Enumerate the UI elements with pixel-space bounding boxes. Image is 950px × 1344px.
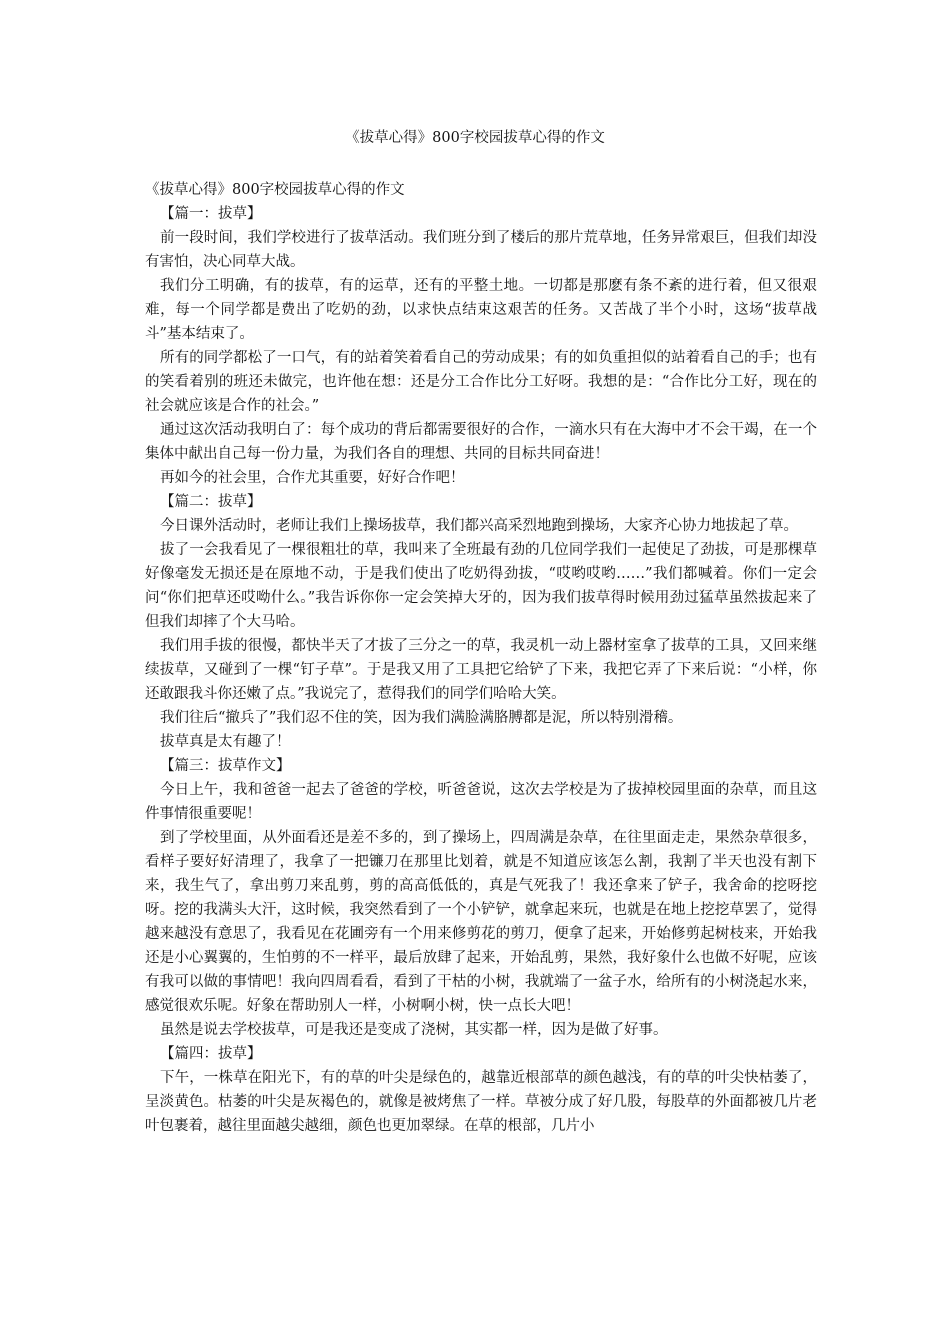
section-heading-3: 【篇三：拔草作文】	[160, 758, 291, 774]
section-heading-2: 【篇二：拔草】	[160, 494, 262, 510]
subtitle-paragraph: 《拔草心得》800字校园拔草心得的作文	[145, 182, 405, 198]
paragraph: 拔了一会我看见了一棵很粗壮的草，我叫来了全班最有劲的几位同学我们一起使足了劲拔，可是那棵草好像毫发无损还是在原地不动，于是我们使出了吃奶得劲拔，“哎哟哎哟……”我们都喊着。你们一定会问“你们把草还哎呦什么。”我告诉你你一定会笑掉大牙的，因为我们拔草得时候用劲过猛草虽然拔起来了但我们却摔了个大马哈。	[145, 542, 817, 630]
paragraph: 到了学校里面，从外面看还是差不多的，到了操场上，四周满是杂草，在往里面走走，果然杂草很多，看样子要好好清理了，我拿了一把镰刀在那里比划着，就是不知道应该怎么割，我割了半天也没有割下来，我生气了，拿出剪刀来乱剪，剪的高高低低的，真是气死我了！我还拿来了铲子，我舍命的挖呀挖呀。挖的我满头大汗，这时候，我突然看到了一个小铲铲，就拿起来玩，也就是在地上挖挖草罢了，觉得越来越没有意思了，我看见在花圃旁有一个用来修剪花的剪刀，便拿了起来，开始修剪起树枝来，开始我还是小心翼翼的，生怕剪的不一样平，最后放肆了起来，开始乱剪，果然，我好象什么也做不好呢，应该有我可以做的事情吧！我向四周看看，看到了干枯的小树，我就端了一盆子水，给所有的小树浇起水来，感觉很欢乐呢。好象在帮助别人一样，小树啊小树，快一点长大吧！	[145, 830, 817, 1014]
document-body	[145, 178, 817, 1138]
section-heading-1: 【篇一：拔草】	[160, 206, 262, 222]
document-title: 《拔草心得》800字校园拔草心得的作文	[345, 130, 605, 146]
paragraph: 通过这次活动我明白了：每个成功的背后都需要很好的合作，一滴水只有在大海中才不会干竭，在一个集体中献出自己每一份力量，为我们各自的理想、共同的目标共同奋进！	[145, 422, 817, 462]
paragraph: 下午，一株草在阳光下，有的草的叶尖是绿色的，越靠近根部草的颜色越浅，有的草的叶尖快枯萎了，呈淡黄色。枯萎的叶尖是灰褐色的，就像是被烤焦了一样。草被分成了好几股，每股草的外面都被几片老叶包裹着，越往里面越尖越细，颜色也更加翠绿。在草的根部，几片小	[145, 1070, 817, 1134]
paragraph: 我们分工明确，有的拔草，有的运草，还有的平整土地。一切都是那麽有条不紊的进行着，但又很艰难，每一个同学都是费出了吃奶的劲，以求快点结束这艰苦的任务。又苦战了半个小时，这场“拔草战斗”基本结束了。	[145, 278, 817, 342]
paragraph: 今日课外活动时，老师让我们上操场拔草，我们都兴高采烈地跑到操场，大家齐心协力地拔起了草。	[160, 518, 798, 534]
paragraph: 我们往后“撤兵了”我们忍不住的笑，因为我们满脸满胳膊都是泥，所以特别滑稽。	[160, 710, 683, 726]
paragraph: 再如今的社会里，合作尤其重要，好好合作吧！	[160, 470, 465, 486]
section-heading-4: 【篇四：拔草】	[160, 1046, 262, 1062]
paragraph: 虽然是说去学校拔草，可是我还是变成了浇树，其实都一样，因为是做了好事。	[160, 1022, 668, 1038]
paragraph: 前一段时间，我们学校进行了拔草活动。我们班分到了楼后的那片荒草地，任务异常艰巨，但我们却没有害怕，决心同草大战。	[145, 230, 817, 270]
paragraph: 今日上午，我和爸爸一起去了爸爸的学校，听爸爸说，这次去学校是为了拔掉校园里面的杂草，而且这件事情很重要呢！	[145, 782, 817, 822]
paragraph: 所有的同学都松了一口气，有的站着笑着看自己的劳动成果；有的如负重担似的站着看自己的手；也有的笑看着别的班还未做完，也许他在想：还是分工合作比分工好呀。我想的是：“合作比分工好，现在的社会就应该是合作的社会。”	[145, 350, 817, 414]
paragraph: 拔草真是太有趣了！	[160, 734, 291, 750]
paragraph: 我们用手拔的很慢，都快半天了才拔了三分之一的草，我灵机一动上器材室拿了拔草的工具，又回来继续拔草，又碰到了一棵“钉子草”。于是我又用了工具把它给铲了下来，我把它弄了下来后说：“小样，你还敢跟我斗你还嫩了点。”我说完了，惹得我们的同学们哈哈大笑。	[145, 638, 817, 702]
